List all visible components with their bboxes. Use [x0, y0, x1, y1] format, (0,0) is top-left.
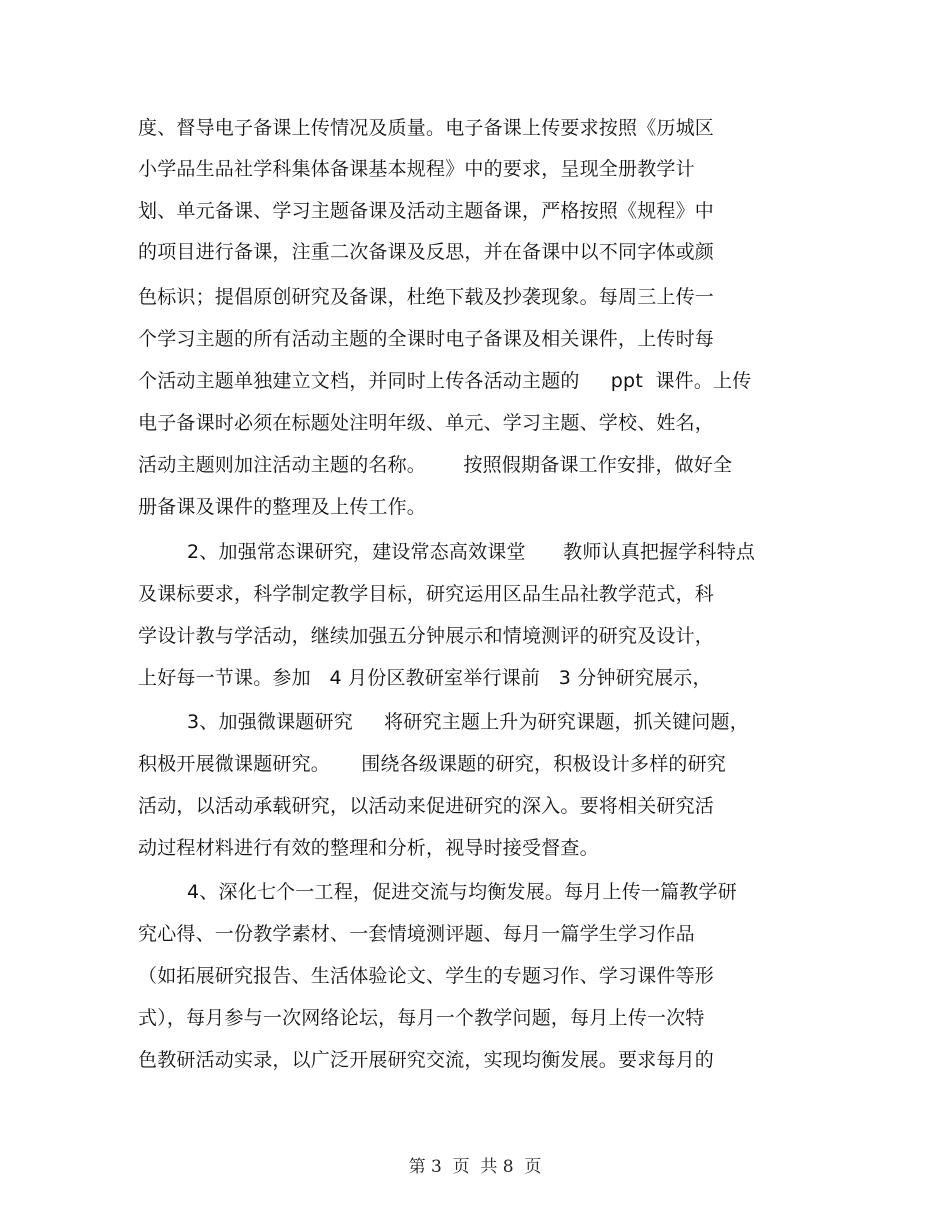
- text-line: 式），每月参与一次网络论坛，每月一个教学问题，每月上传一次特: [138, 1007, 705, 1029]
- text-line: 积极开展微课题研究。 围绕各级课题的研究，积极设计多样的研究: [138, 753, 726, 775]
- text-line: 学设计教与学活动，继续加强五分钟展示和情境测评的研究及设计，: [138, 625, 715, 647]
- text-line: 上好每一节课。参加 4 月份区教研室举行课前 3 分钟研究展示，: [138, 667, 712, 689]
- paragraph-heading-4: 4、深化七个一工程，促进交流与均衡发展。每月上传一篇教学研: [187, 881, 737, 903]
- text-line: 究心得、一份教学素材、一套情境测评题、每月一篇学生学习作品: [138, 923, 695, 945]
- text-line: 色教研活动实录，以广泛开展研究交流，实现均衡发展。要求每月的: [138, 1049, 715, 1071]
- text-line: 动过程材料进行有效的整理和分析，视导时接受督查。: [138, 837, 599, 859]
- text-line: 活动，以活动承载研究，以活动来促进研究的深入。要将相关研究活: [138, 795, 715, 817]
- paragraph-heading-3: 3、加强微课题研究 将研究主题上升为研究课题，抓关键问题，: [187, 711, 749, 733]
- text-line: （如拓展研究报告、生活体验论文、学生的专题习作、学习课件等形: [138, 965, 715, 987]
- text-line: 个学习主题的所有活动主题的全课时电子备课及相关课件，上传时每: [138, 328, 715, 350]
- text-line: 及课标要求，科学制定教学目标，研究运用区品生品社教学范式，科: [138, 583, 715, 605]
- text-line: 小学品生品社学科集体备课基本规程》中的要求，呈现全册教学计: [138, 158, 695, 180]
- text-line: 活动主题则加注活动主题的名称。 按照假期备课工作安排，做好全: [138, 454, 733, 476]
- text-line: 划、单元备课、学习主题备课及活动主题备课，严格按照《规程》中: [138, 200, 715, 222]
- text-line: 的项目进行备课，注重二次备课及反思，并在备课中以不同字体或颜: [138, 241, 715, 263]
- text-line: 色标识；提倡原创研究及备课，杜绝下载及抄袭现象。每周三上传一: [138, 286, 715, 308]
- text-line: 电子备课时必须在标题处注明年级、单元、学习主题、学校、姓名，: [138, 412, 715, 434]
- text-line: 册备课及课件的整理及上传工作。: [138, 496, 427, 518]
- text-line: 度、督导电子备课上传情况及质量。电子备课上传要求按照《历城区: [138, 117, 715, 139]
- text-line: 个活动主题单独建立文档，并同时上传各活动主题的 ppt 课件。上传: [138, 370, 752, 392]
- page-indicator: 第 3 页 共 8 页: [408, 1157, 542, 1177]
- paragraph-heading-2: 2、加强常态课研究，建设常态高效课堂 教师认真把握学科特点: [187, 541, 756, 563]
